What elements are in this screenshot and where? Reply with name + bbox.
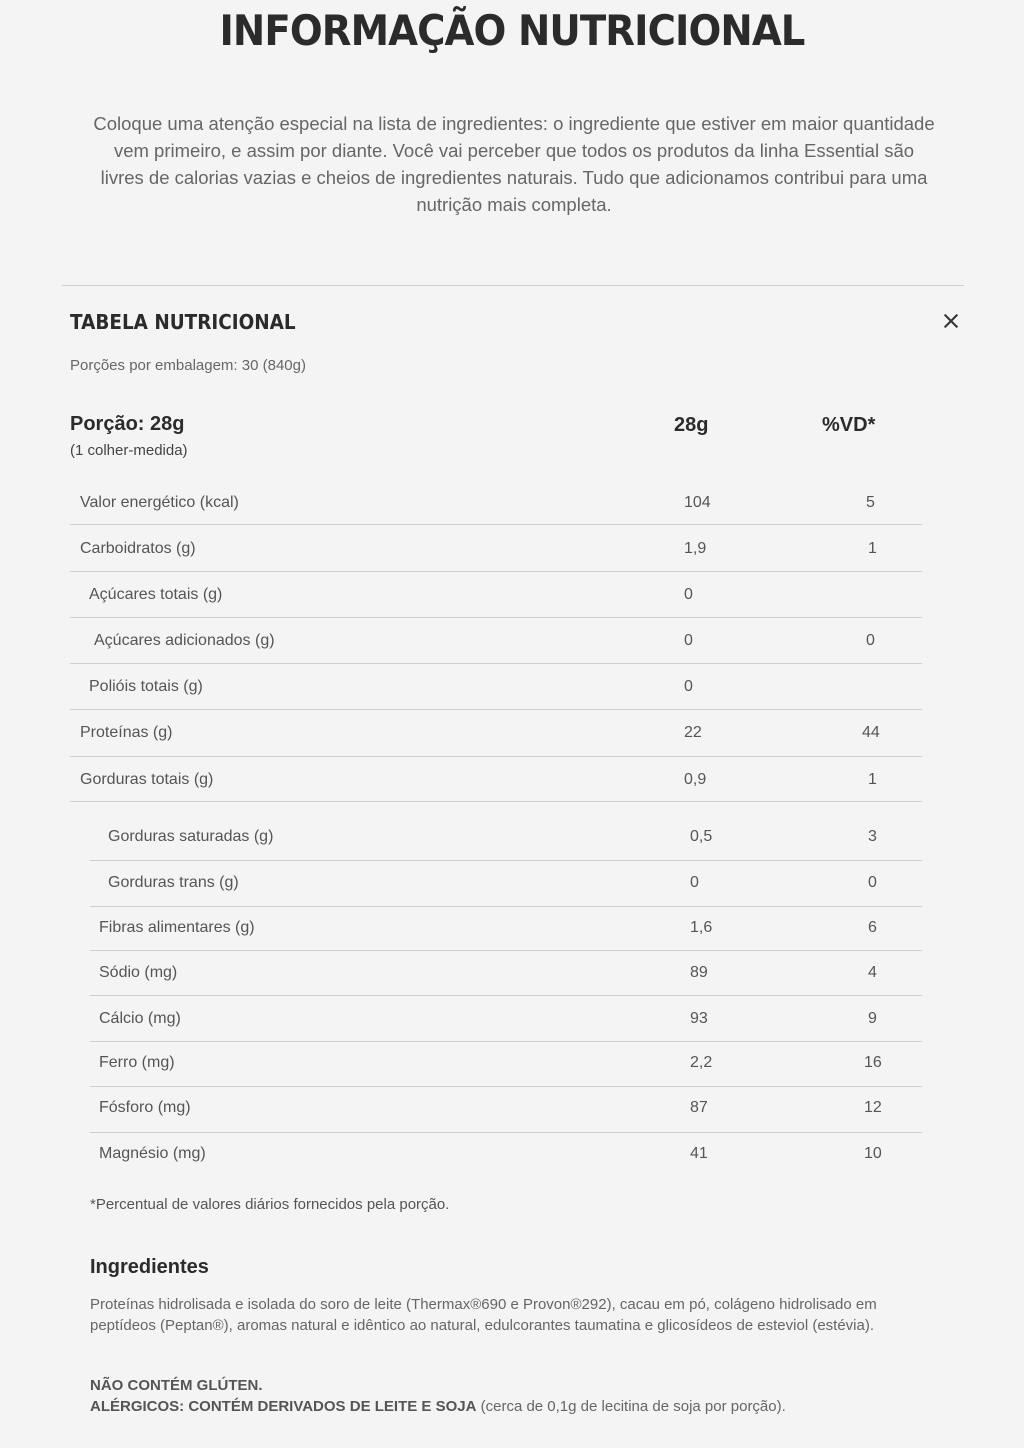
divider xyxy=(62,285,964,286)
nutrient-amount: 89 xyxy=(690,964,708,981)
nutrient-amount: 0 xyxy=(684,678,693,695)
footnote: *Percentual de valores diários fornecidos pela porção. xyxy=(90,1196,450,1213)
nutrient-dv: 9 xyxy=(868,1010,877,1027)
nutrient-amount: 0,9 xyxy=(684,771,707,788)
row-divider xyxy=(70,801,922,802)
nutrient-label: Açúcares totais (g) xyxy=(89,586,223,603)
nutrient-amount: 2,2 xyxy=(690,1054,713,1071)
nutrient-label: Ferro (mg) xyxy=(99,1054,175,1071)
row-divider xyxy=(70,524,922,525)
ingredients-text: Proteínas hidrolisada e isolada do soro de leite (Thermax®690 e Provon®292), cacau em pó, colágeno hidrolisado em peptídeos (Peptan®), aromas natural e idêntico ao natural, edulcorantes taumatina e glicosídeos de esteviol (estévia). xyxy=(90,1296,877,1334)
nutrient-dv: 1 xyxy=(868,771,877,788)
nutrient-amount: 1,6 xyxy=(690,919,713,936)
table-title: TABELA NUTRICIONAL xyxy=(70,310,296,334)
nutrient-label: Fósforo (mg) xyxy=(99,1099,191,1116)
nutrient-dv: 0 xyxy=(868,874,877,891)
nutrient-dv: 1 xyxy=(868,540,877,557)
row-divider xyxy=(90,995,922,996)
allergen-notice xyxy=(90,1398,786,1415)
nutrient-amount: 0 xyxy=(684,632,693,649)
row-divider xyxy=(70,709,922,710)
nutrient-amount: 41 xyxy=(690,1145,708,1162)
row-divider xyxy=(70,756,922,757)
allergen-bold: ALÉRGICOS: CONTÉM DERIVADOS DE LEITE E SOJA xyxy=(90,1398,477,1415)
nutrient-dv: 3 xyxy=(868,828,877,845)
portion-sub: (1 colher-medida) xyxy=(70,442,188,459)
row-divider xyxy=(70,571,922,572)
nutrient-amount: 1,9 xyxy=(684,540,707,557)
ingredients-title: Ingredientes xyxy=(90,1256,209,1278)
row-divider xyxy=(70,617,922,618)
portion-label: Porção: 28g xyxy=(70,413,185,435)
nutrient-amount: 104 xyxy=(684,494,711,511)
nutrient-label: Gorduras totais (g) xyxy=(80,771,214,788)
nutrient-label: Gorduras trans (g) xyxy=(108,874,239,891)
row-divider xyxy=(90,860,922,861)
nutrient-label: Proteínas (g) xyxy=(80,724,173,741)
nutrient-label: Valor energético (kcal) xyxy=(80,494,239,511)
nutrient-label: Magnésio (mg) xyxy=(99,1145,206,1162)
nutrient-label: Cálcio (mg) xyxy=(99,1010,181,1027)
row-divider xyxy=(90,1086,922,1087)
nutrient-amount: 87 xyxy=(690,1099,708,1116)
nutrient-dv: 10 xyxy=(864,1145,882,1162)
nutrient-dv: 5 xyxy=(866,494,875,511)
nutrient-dv: 16 xyxy=(864,1054,882,1071)
intro-text: Coloque uma atenção especial na lista de ingredientes: o ingrediente que estiver em maior quantidade vem primeiro, e assim por diante. Você vai perceber que todos os produtos da linha Essential são livres de calorias vazias e cheios de ingredientes naturais. Tudo que adicionamos contribui para uma nutrição mais completa. xyxy=(93,113,935,215)
gluten-notice: NÃO CONTÉM GLÚTEN. xyxy=(90,1377,263,1394)
close-icon[interactable] xyxy=(936,306,966,336)
row-divider xyxy=(90,1041,922,1042)
nutrient-label: Carboidratos (g) xyxy=(80,540,196,557)
page-title: INFORMAÇÃO NUTRICIONAL xyxy=(219,6,805,55)
nutrient-dv: 4 xyxy=(868,964,877,981)
nutrient-amount: 93 xyxy=(690,1010,708,1027)
nutrient-amount: 22 xyxy=(684,724,702,741)
nutrient-amount: 0 xyxy=(684,586,693,603)
allergen-rest: (cerca de 0,1g de lecitina de soja por porção). xyxy=(476,1398,786,1415)
column-header-amount: 28g xyxy=(674,414,709,436)
nutrient-amount: 0 xyxy=(690,874,699,891)
nutrient-label: Açúcares adicionados (g) xyxy=(94,632,275,649)
nutrient-dv: 6 xyxy=(868,919,877,936)
row-divider xyxy=(90,1132,922,1133)
row-divider xyxy=(70,663,922,664)
nutrient-dv: 0 xyxy=(866,632,875,649)
nutrient-label: Sódio (mg) xyxy=(99,964,178,981)
row-divider xyxy=(90,950,922,951)
column-header-dv: %VD* xyxy=(822,414,876,436)
nutrient-amount: 0,5 xyxy=(690,828,713,845)
nutrient-dv: 44 xyxy=(862,724,880,741)
nutrient-dv: 12 xyxy=(864,1099,882,1116)
row-divider xyxy=(90,906,922,907)
nutrient-label: Polióis totais (g) xyxy=(89,678,203,695)
nutrient-label: Gorduras saturadas (g) xyxy=(108,828,274,845)
servings-per-package: Porções por embalagem: 30 (840g) xyxy=(70,357,306,374)
nutrient-label: Fibras alimentares (g) xyxy=(99,919,255,936)
